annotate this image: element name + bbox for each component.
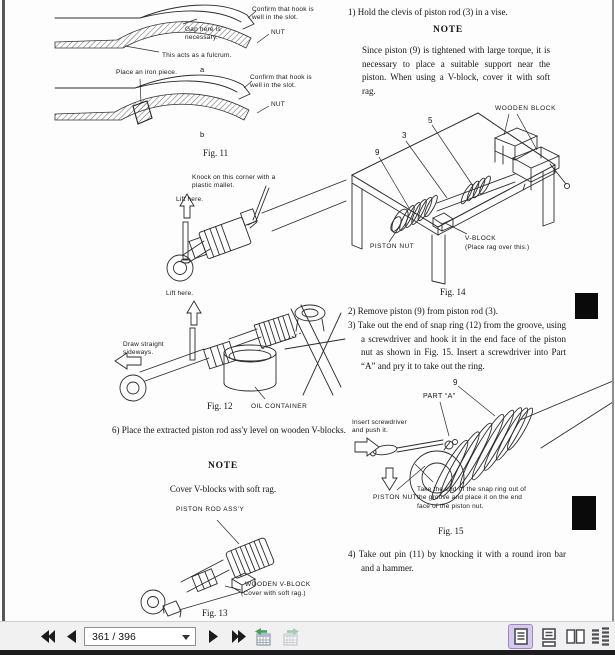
fig14-label-vblock: V-BLOCK <box>465 235 496 242</box>
fig12-label-knock: Knock on this corner with a plastic mallet. <box>192 174 276 190</box>
single-page-view-icon <box>514 628 528 645</box>
fig14-callout-9: 9 <box>375 148 380 157</box>
next-view-button[interactable] <box>279 622 303 651</box>
fig14-callout-3: 3 <box>402 131 407 140</box>
previous-page-icon <box>67 630 76 643</box>
two-page-view-button[interactable] <box>564 625 587 648</box>
page-right-edge <box>612 0 614 621</box>
two-page-continuous-view-button[interactable] <box>589 625 612 648</box>
combo-caret-icon <box>182 635 190 644</box>
fig11-label-gap: Gap here is necessary. <box>185 26 221 42</box>
two-page-continuous-view-icon <box>591 628 610 645</box>
first-page-icon <box>41 630 56 643</box>
fig14-caption: Fig. 14 <box>440 287 466 297</box>
step-2-text: 2) Remove piston (9) from piston rod (3). <box>348 306 498 316</box>
note-body-right: Since piston (9) is tightened with large torque, it is necessary to place a suitable support near the piston. When using a V-block, cover it with soft rag. <box>362 45 550 96</box>
previous-view-icon <box>253 628 272 646</box>
fig15-label-take: Take the end of the snap ring out of the groove and place it on the end face of the piston nut. <box>417 486 527 510</box>
fig11-label-iron: Place an iron piece. <box>116 69 178 76</box>
fig14-label-vblock-sub: (Place rag over this.) <box>465 244 530 251</box>
continuous-view-button[interactable] <box>537 625 560 648</box>
page-left-edge <box>2 0 5 621</box>
next-page-button[interactable] <box>204 622 222 651</box>
previous-view-button[interactable] <box>250 622 274 651</box>
fig14-drawing <box>345 98 615 296</box>
fig11-caption: Fig. 11 <box>203 148 229 158</box>
fig13-label-wooden-vblock: WOODEN V-BLOCK <box>245 581 311 588</box>
first-page-button[interactable] <box>37 622 59 651</box>
fig11-label-nut-bottom: NUT <box>271 101 285 108</box>
step-1-text: 1) Hold the clevis of piston rod (3) in a vise. <box>348 7 508 17</box>
fig15-label-insert: Insert screwdriver and push it. <box>352 419 407 435</box>
note-body-left: Cover V-blocks with soft rag. <box>169 484 277 494</box>
fig13-label-wooden-vblock-sub: (Cover with soft rag.) <box>241 590 306 597</box>
fig15-label-part-a: PART “A” <box>423 393 456 400</box>
fig15-caption: Fig. 15 <box>438 526 464 536</box>
continuous-view-icon <box>542 628 556 646</box>
fig11-sub-b: b <box>200 130 205 139</box>
next-page-icon <box>209 630 218 643</box>
page-number-combo[interactable] <box>84 627 196 646</box>
two-page-view-icon <box>566 629 585 644</box>
status-strip <box>0 650 615 655</box>
pdf-navigation-toolbar <box>0 621 615 650</box>
fig15-callout-9: 9 <box>453 378 458 387</box>
step-3-text: 3) Take out the end of snap ring (12) from the groove, using a screwdriver and hook it in the end face of the piston nut as shown in Fig. 15. Insert a screwdriver into Part “A” and pry it to take out the ring. <box>348 320 566 371</box>
page-index-tab-1 <box>575 293 598 319</box>
fig13-drawing <box>105 518 340 618</box>
note-heading-right: NOTE <box>432 25 464 35</box>
fig11-label-fulcrum: This acts as a fulcrum. <box>162 52 232 59</box>
single-page-view-button[interactable] <box>509 625 532 648</box>
fig14-label-piston-nut: PISTON NUT <box>370 243 415 250</box>
page-indicator: 361 / 396 <box>92 630 136 643</box>
fig12-label-lift-2: Lift here. <box>166 290 194 297</box>
fig12-label-lift-1: Lift here. <box>176 196 204 203</box>
fig12-caption: Fig. 12 <box>207 401 233 411</box>
fig13-label-piston-rod-assy: PISTON ROD ASS'Y <box>176 506 245 513</box>
fig15-label-piston-nut: PISTON NUT <box>373 494 418 501</box>
step-6-text: 6) Place the extracted piston rod ass'y level on wooden V-blocks. <box>112 425 346 435</box>
note-heading-left: NOTE <box>207 461 239 471</box>
fig13-caption: Fig. 13 <box>202 608 228 618</box>
fig12-label-oil-container: OIL CONTAINER <box>251 403 308 410</box>
fig14-callout-5: 5 <box>428 116 433 125</box>
fig11-label-confirm-bottom: Confirm that hook is well in the slot. <box>250 74 312 90</box>
page-index-tab-2 <box>572 496 596 530</box>
last-page-button[interactable] <box>227 622 249 651</box>
fig11-label-confirm-top: Confirm that hook is well in the slot. <box>252 6 314 22</box>
fig11-label-nut-top: NUT <box>271 29 285 36</box>
step-4-text: 4) Take out pin (11) by knocking it with a round iron bar and a hammer. <box>348 549 566 573</box>
fig11-sub-a: a <box>200 65 205 74</box>
previous-page-button[interactable] <box>62 622 80 651</box>
last-page-icon <box>231 630 246 643</box>
fig12-label-draw: Draw straight sideways. <box>123 341 164 357</box>
fig14-label-wooden-block: WOODEN BLOCK <box>495 105 557 112</box>
next-view-icon <box>282 628 301 646</box>
